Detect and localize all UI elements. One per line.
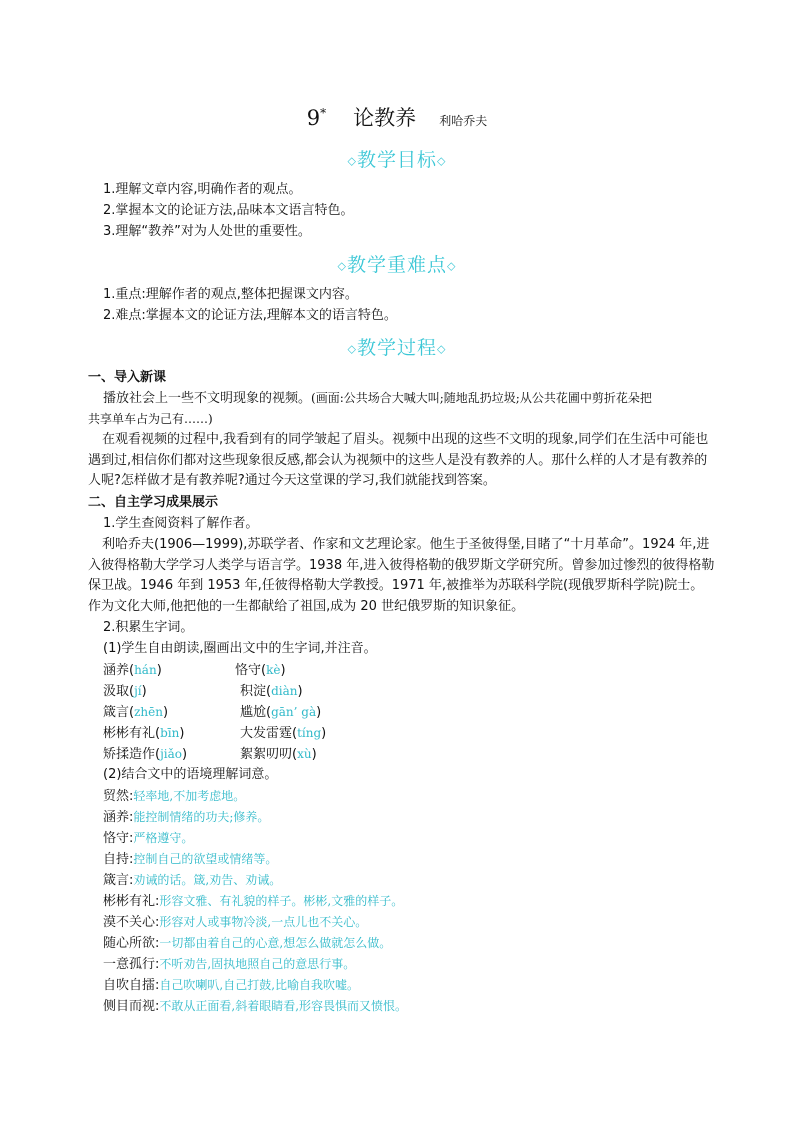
goal-item: 1.理解文章内容,明确作者的观点。: [103, 182, 302, 197]
lesson-title: [0, 102, 794, 132]
step-words-sub2: (2)结合文中的语境理解词意。: [103, 767, 278, 782]
lesson-author: 利哈乔夫: [439, 114, 488, 128]
step-words: 2.积累生字词。: [103, 620, 194, 635]
part2-heading: 二、自主学习成果展示: [88, 495, 219, 510]
intro-line-cont: 共享单车占为己有……): [88, 412, 213, 426]
lesson-number: 9*: [306, 106, 327, 130]
word-item: 矫揉造作(jiǎo): [103, 747, 188, 762]
word-item: 箴言(zhēn): [103, 705, 169, 720]
part1-heading: 一、导入新课: [88, 370, 167, 385]
definition-item: 漠不关心:形容对人或事物冷淡,一点儿也不关心。: [103, 915, 368, 930]
step-author: 1.学生查阅资料了解作者。: [103, 516, 259, 531]
diamond-icon: ◇: [437, 342, 447, 356]
word-item: 积淀(diàn): [240, 684, 303, 699]
definition-item: 一意孤行:不听劝告,固执地照自己的意思行事。: [103, 957, 356, 972]
key-item: 1.重点:理解作者的观点,整体把握课文内容。: [103, 287, 358, 302]
diamond-icon: ◇: [347, 154, 357, 168]
definition-item: 随心所欲:一切都由着自己的心意,想怎么做就怎么做。: [103, 936, 392, 951]
goal-item: 3.理解“教养”对为人处世的重要性。: [103, 224, 311, 239]
word-item: 恪守(kè): [235, 663, 286, 678]
diamond-icon: ◇: [447, 259, 457, 273]
definition-item: 涵养:能控制情绪的功夫;修养。: [103, 810, 270, 825]
diamond-icon: ◇: [437, 154, 447, 168]
word-item: 絮絮叨叨(xù): [240, 747, 317, 762]
section-head-goals: ◇教学目标◇: [347, 149, 447, 171]
step-words-sub1: (1)学生自由朗读,圈画出文中的生字词,并注音。: [103, 641, 377, 656]
section-head-process: ◇教学过程◇: [347, 337, 447, 359]
word-item: 大发雷霆(tíng): [240, 726, 327, 741]
word-item: 彬彬有礼(bīn): [103, 726, 185, 741]
definition-item: 恪守:严格遵守。: [103, 831, 194, 846]
key-item: 2.难点:掌握本文的论证方法,理解本文的语言特色。: [103, 308, 397, 323]
diamond-icon: ◇: [337, 259, 347, 273]
definition-item: 贸然:轻率地,不加考虑地。: [103, 789, 246, 804]
definition-item: 侧目而视:不敢从正面看,斜着眼睛看,形容畏惧而又愤恨。: [103, 999, 408, 1014]
definition-item: 彬彬有礼:形容文雅、有礼貌的样子。彬彬,文雅的样子。: [103, 894, 404, 909]
lesson-name: 论教养: [353, 106, 417, 130]
definition-item: 自吹自擂:自己吹喇叭,自己打鼓,比喻自我吹嘘。: [103, 978, 360, 993]
diamond-icon: ◇: [347, 342, 357, 356]
definition-item: 箴言:劝诫的话。箴,劝告、劝诫。: [103, 873, 282, 888]
word-item: 汲取(jí): [103, 684, 147, 699]
intro-paragraph: 在观看视频的过程中,我看到有的同学皱起了眉头。视频中出现的这些不文明的现象,同学们在生活中可能也遇到过,相信你们都对这些现象很反感,都会认为视频中的这些人是没有教养的人。那什么样的人才是有教养的人呢?怎样做才是有教养呢?通过今天这堂课的学习,我们就能找到答案。: [88, 432, 709, 488]
definition-item: 自持:控制自己的欲望或情绪等。: [103, 852, 278, 867]
intro-line: 播放社会上一些不文明现象的视频。(画面:公共场合大喊大叫;随地乱扔垃圾;从公共花圃中剪折花朵把: [103, 391, 652, 406]
word-item: 尴尬(gān’ gà): [240, 705, 322, 720]
goal-item: 2.掌握本文的论证方法,品味本文语言特色。: [103, 203, 354, 218]
word-item: 涵养(hán): [103, 663, 162, 678]
author-bio: 利哈乔夫(1906—1999),苏联学者、作家和文艺理论家。他生于圣彼得堡,目睹了“十月革命”。1924 年,进入彼得格勒大学学习人类学与语言学。1938 年,进入彼得格勒的俄罗斯文学研究所。曾参加过惨烈的彼得格勒保卫战。1946 年到 1953 年,任彼得格勒大学教授。1971 年,被推举为苏联科学院(现俄罗斯科学院)院士。作为文化大师,他把他的一生都献给了祖国,成为 20 世纪俄罗斯的知识象征。: [88, 537, 715, 614]
section-head-key: ◇教学重难点◇: [337, 254, 457, 276]
